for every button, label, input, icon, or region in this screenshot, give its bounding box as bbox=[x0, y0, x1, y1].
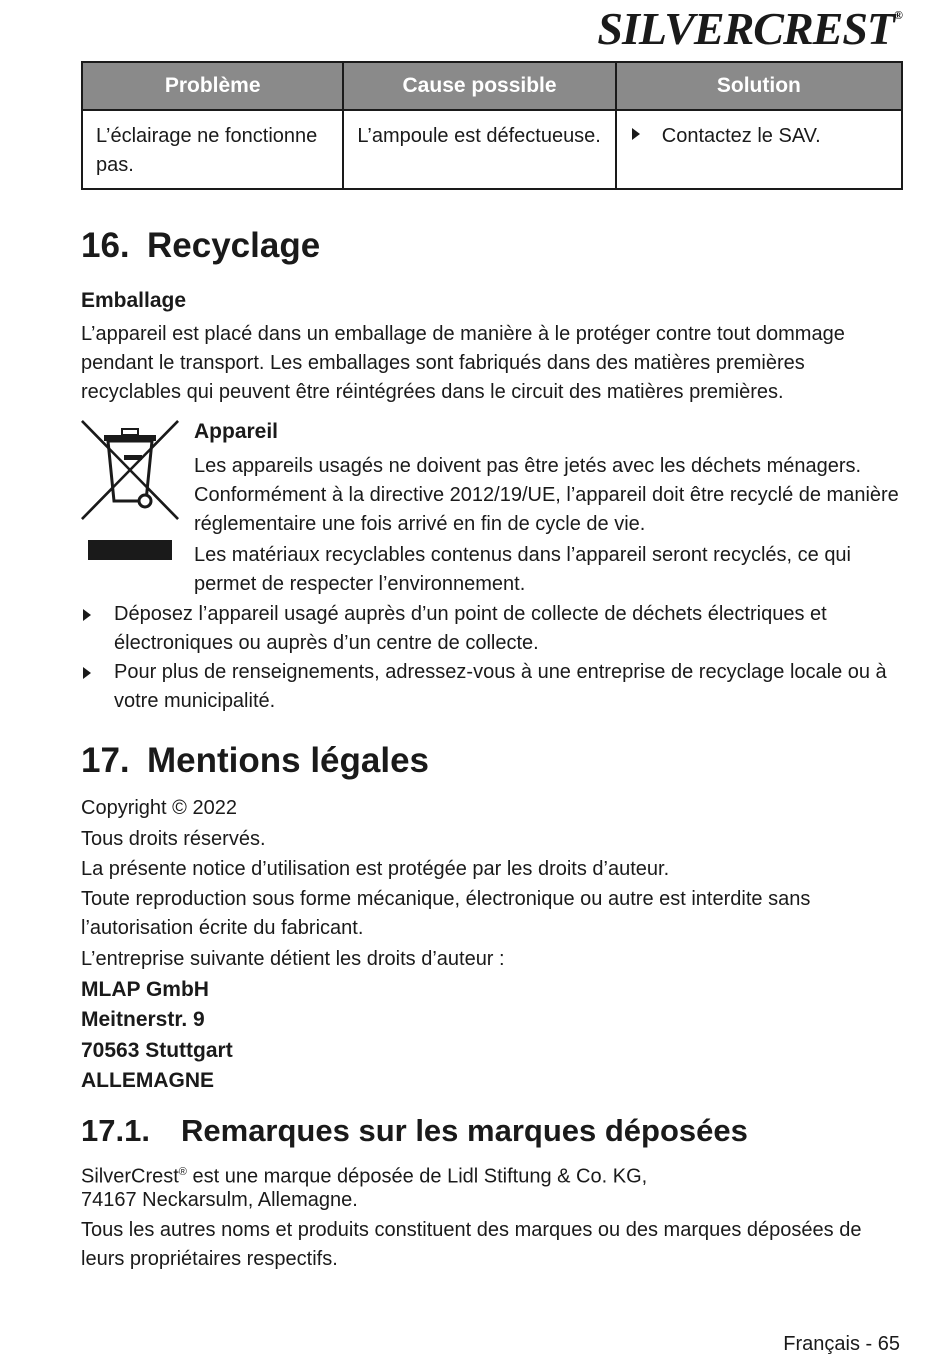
device-text: Les appareils usagés ne doivent pas être jetés avec les déchets ménagers. Conformément à la directive 2012/19/UE, l’appareil doit être recyclé de manière réglementaire une fois arrivé en fin de cycle de vie. bbox=[194, 455, 899, 535]
column-header-problem: Problème bbox=[82, 62, 343, 110]
section-heading-recycling: 16. Recyclage bbox=[81, 226, 321, 265]
column-header-cause: Cause possible bbox=[343, 62, 615, 110]
packaging-heading: Emballage bbox=[81, 289, 187, 312]
list-item: Déposez l’appareil usagé auprès d’un point de collecte de déchets électriques et électroniques ou auprès d’un centre de collecte. bbox=[81, 600, 903, 658]
column-header-solution: Solution bbox=[616, 62, 902, 110]
cell-problem: L’éclairage ne fonctionne pas. bbox=[82, 110, 343, 189]
other-trademarks-text: Tous les autres noms et produits constituent des marques ou des marques déposées de leurs propriétaires respectifs. bbox=[81, 1219, 862, 1270]
owner-intro-line: L’entreprise suivante détient les droits d’auteur : bbox=[81, 948, 505, 970]
protection-line: La présente notice d’utilisation est protégée par les droits d’auteur. bbox=[81, 858, 670, 880]
silvercrest-logo: SILVERCREST® bbox=[597, 3, 902, 54]
list-item: Pour plus de renseignements, adressez-vous à une entreprise de recyclage locale ou à votre municipalité. bbox=[81, 658, 903, 716]
cell-solution: Contactez le SAV. bbox=[616, 110, 902, 189]
arrow-bullet-icon bbox=[83, 609, 91, 621]
rights-line: Tous droits réservés. bbox=[81, 828, 266, 850]
reproduction-line: Toute reproduction sous forme mécanique, électronique ou autre est interdite sans l’autorisation écrite du fabricant. bbox=[81, 888, 811, 939]
table-row bbox=[82, 110, 902, 189]
trademark-address-line: 74167 Neckarsulm, Allemagne. bbox=[81, 1189, 358, 1211]
arrow-bullet-icon bbox=[83, 667, 91, 679]
company-name: MLAP GmbH bbox=[81, 978, 209, 1001]
company-country: ALLEMAGNE bbox=[81, 1069, 214, 1092]
packaging-text: L’appareil est placé dans un emballage de manière à le protéger contre tout dommage pendant le transport. Les emballages sont fabriqués dans des matières premières recyclables qui peuvent être réintégrées dans le circuit des matières premières. bbox=[81, 323, 845, 403]
page-number: Français - 65 bbox=[783, 1333, 900, 1355]
copyright-line: Copyright © 2022 bbox=[81, 797, 237, 819]
table-header-row bbox=[82, 62, 902, 110]
arrow-bullet-icon bbox=[632, 128, 640, 140]
trademark-line: SilverCrest® est une marque déposée de Lidl Stiftung & Co. KG, bbox=[81, 1165, 648, 1188]
device-recycling-text: Les matériaux recyclables contenus dans l’appareil seront recyclés, ce qui permet de respecter l’environnement. bbox=[194, 544, 852, 595]
company-street: Meitnerstr. 9 bbox=[81, 1008, 205, 1031]
troubleshooting-table bbox=[81, 61, 903, 190]
section-heading-trademarks: 17.1. Remarques sur les marques déposées bbox=[81, 1113, 748, 1148]
company-city: 70563 Stuttgart bbox=[81, 1039, 233, 1062]
section-heading-legal: 17. Mentions légales bbox=[81, 741, 430, 780]
weee-crossed-bin-icon bbox=[80, 419, 180, 561]
cell-cause: L’ampoule est défectueuse. bbox=[343, 110, 615, 189]
device-heading: Appareil bbox=[194, 420, 279, 443]
